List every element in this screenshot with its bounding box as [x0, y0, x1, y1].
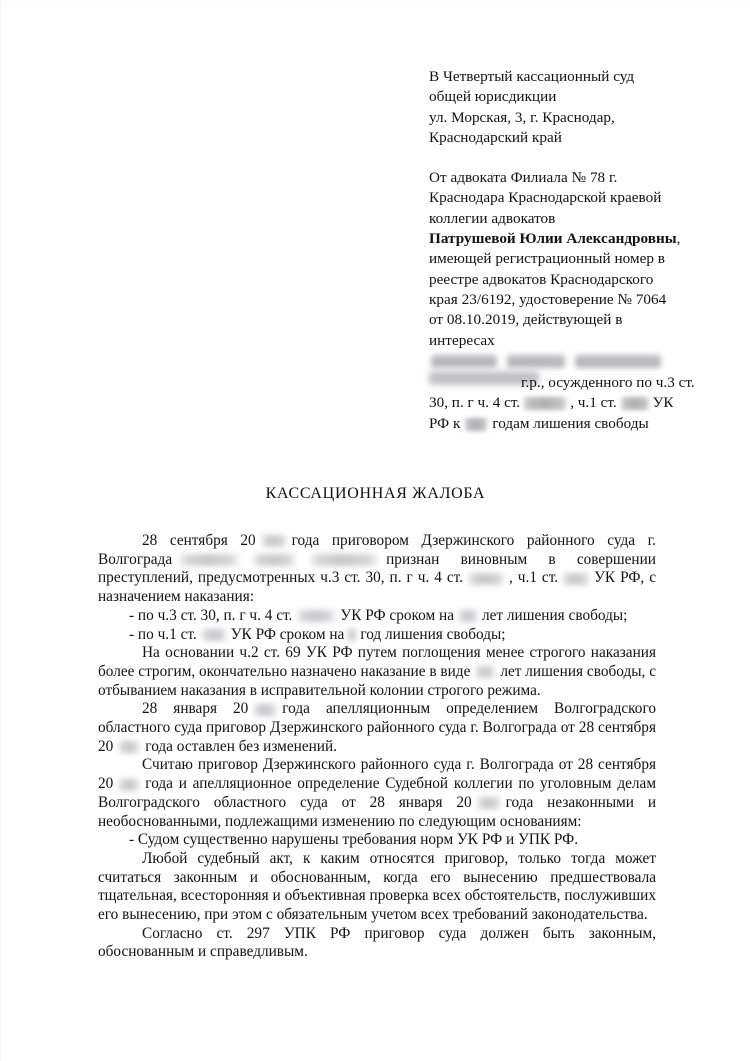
convicted-line-3-a: РФ к	[429, 414, 461, 432]
paragraph-appeal-ruling	[98, 700, 656, 756]
p2-part-b: лет лишения свободы, с отбыванием наказания в исправительной колонии строгого режима.	[98, 662, 656, 699]
p3-part-b: года апелляционным определением Волгоградского областного суда приговор Дзержинского районного суда г. Волгограда от 28 сентября 20	[98, 700, 656, 755]
redaction-mark	[252, 554, 296, 566]
redaction-mark	[475, 666, 495, 678]
convicted-line-2-c: УК	[652, 394, 674, 412]
court-address-line-4: Краснодарский край	[429, 128, 562, 146]
p3-part-c: года оставлен без изменений.	[145, 737, 337, 755]
convicted-line-1-text: г.р., осужденного по ч.3 ст.	[521, 374, 695, 391]
redaction-mark	[118, 741, 140, 753]
sentence-item-2	[98, 626, 656, 645]
advocate-detail-line-5: интересах	[429, 331, 495, 349]
document-body	[98, 532, 656, 962]
advocate-detail-line-4: от 08.10.2019, действующей в	[429, 311, 623, 329]
redaction-mark	[431, 355, 497, 368]
convicted-person-block	[429, 373, 697, 434]
court-address-line-3: ул. Морская, 3, г. Краснодар,	[429, 108, 615, 126]
document-header	[429, 67, 691, 351]
advocate-detail-line-3: края 23/6192, удостоверение № 7064	[429, 290, 667, 308]
document-title: КАССАЦИОННАЯ ЖАЛОБА	[265, 485, 486, 502]
bullet1-part-a: - по ч.3 ст. 30, п. г ч. 4 ст.	[129, 606, 293, 624]
paragraph-article-69	[98, 644, 656, 700]
redaction-mark	[467, 573, 505, 585]
redaction-mark	[261, 535, 287, 547]
bullet2-part-a: - по ч.1 ст.	[129, 625, 197, 643]
convicted-line-3-b: годам лишения свободы	[492, 414, 649, 432]
redaction-mark	[347, 629, 357, 641]
convicted-line-2-a: 30, п. г ч. 4 ст.	[429, 394, 521, 412]
p4-part-b: года и апелляционное определение Судебной коллегии по уголовным делам Волгоградского областного суда от 28 января 20	[98, 775, 656, 811]
convicted-line-1	[429, 373, 697, 393]
p1-part-d: , ч.1 ст.	[509, 569, 559, 587]
advocate-name-line	[429, 229, 691, 249]
paragraph-article-297: Согласно ст. 297 УПК РФ приговор суда должен быть законным, обоснованным и справедливым.	[98, 924, 656, 961]
redaction-mark	[477, 797, 501, 809]
p4-part-c: года незаконными и необоснованными, подлежащими изменению по следующим основаниям:	[98, 793, 657, 830]
redaction-mark	[308, 554, 380, 566]
redaction-mark	[458, 610, 478, 622]
redaction-mark	[118, 779, 140, 791]
paragraph-legality-standard: Любой судебный акт, к каким относятся приговор, только тогда может считаться законным и обоснованным, когда его вынесению предшествовала тщательная, всесторонняя и объективная проверка всех обстоятельств, послуживших его вынесению, при этом с обязательным учетом всех требований законодательства.	[98, 849, 656, 924]
redacted-convict-name	[431, 355, 661, 370]
redaction-mark	[464, 418, 488, 431]
redaction-mark	[562, 573, 590, 585]
redaction-mark	[522, 397, 568, 410]
redaction-mark	[620, 397, 650, 410]
sentence-item-1	[98, 607, 656, 626]
redaction-mark	[201, 629, 227, 641]
court-address-line-1: В Четвертый кассационный суд	[429, 68, 635, 85]
bullet1-part-c: лет лишения свободы;	[481, 606, 628, 624]
convicted-line-3	[429, 414, 697, 434]
advocate-line-3: коллегии адвокатов	[429, 209, 556, 227]
redaction-mark	[507, 355, 565, 368]
p1-part-a: 28 сентября 20	[142, 532, 256, 549]
convicted-line-2	[429, 393, 697, 413]
redaction-mark	[575, 355, 661, 368]
redaction-mark	[178, 554, 240, 566]
p1-part-c: признан виновным в совершении преступлений, предусмотренных ч.3 ст. 30, п. г ч. 4 ст.	[98, 550, 656, 587]
bullet2-part-b: УК РФ сроком на	[230, 625, 345, 643]
p3-part-a: 28 января 20	[142, 700, 249, 718]
advocate-detail-line-1: имеющей регистрационный номер в	[429, 250, 665, 268]
advocate-detail-line-2: реестре адвокатов Краснодарского	[429, 270, 654, 288]
bullet2-part-c: год лишения свободы;	[360, 625, 506, 643]
p1-part-b: года приговором Дзержинского районного суда г. Волгограда	[98, 532, 657, 568]
advocate-line-1: От адвоката Филиала № 78 г.	[429, 169, 618, 187]
advocate-name: Патрушевой Юлии Александровны	[429, 230, 677, 248]
paragraph-grounds	[98, 756, 656, 831]
ground-item-1: - Судом существенно нарушены требования норм УК РФ и УПК РФ.	[129, 831, 579, 849]
convicted-line-2-b: , ч.1 ст.	[570, 394, 617, 412]
advocate-name-comma: ,	[676, 230, 681, 248]
bullet1-part-b: УК РФ сроком на	[340, 606, 454, 624]
paragraph-conviction	[98, 532, 656, 607]
redaction-mark	[253, 704, 277, 716]
p1-part-e: УК РФ, с назначением наказания:	[98, 569, 656, 606]
court-address-line-2: общей юрисдикции	[429, 88, 557, 106]
header-spacer	[429, 148, 691, 168]
p2-part-a: На основании ч.2 ст. 69 УК РФ путем поглощения менее строгого наказания более строгим, окончательно назначено наказание в виде	[98, 644, 656, 680]
redaction-mark	[296, 610, 336, 622]
advocate-line-2: Краснодара Краснодарской краевой	[429, 189, 662, 207]
p4-part-a: Считаю приговор Дзержинского районного суда г. Волгограда от 28 сентября 20	[98, 756, 656, 793]
